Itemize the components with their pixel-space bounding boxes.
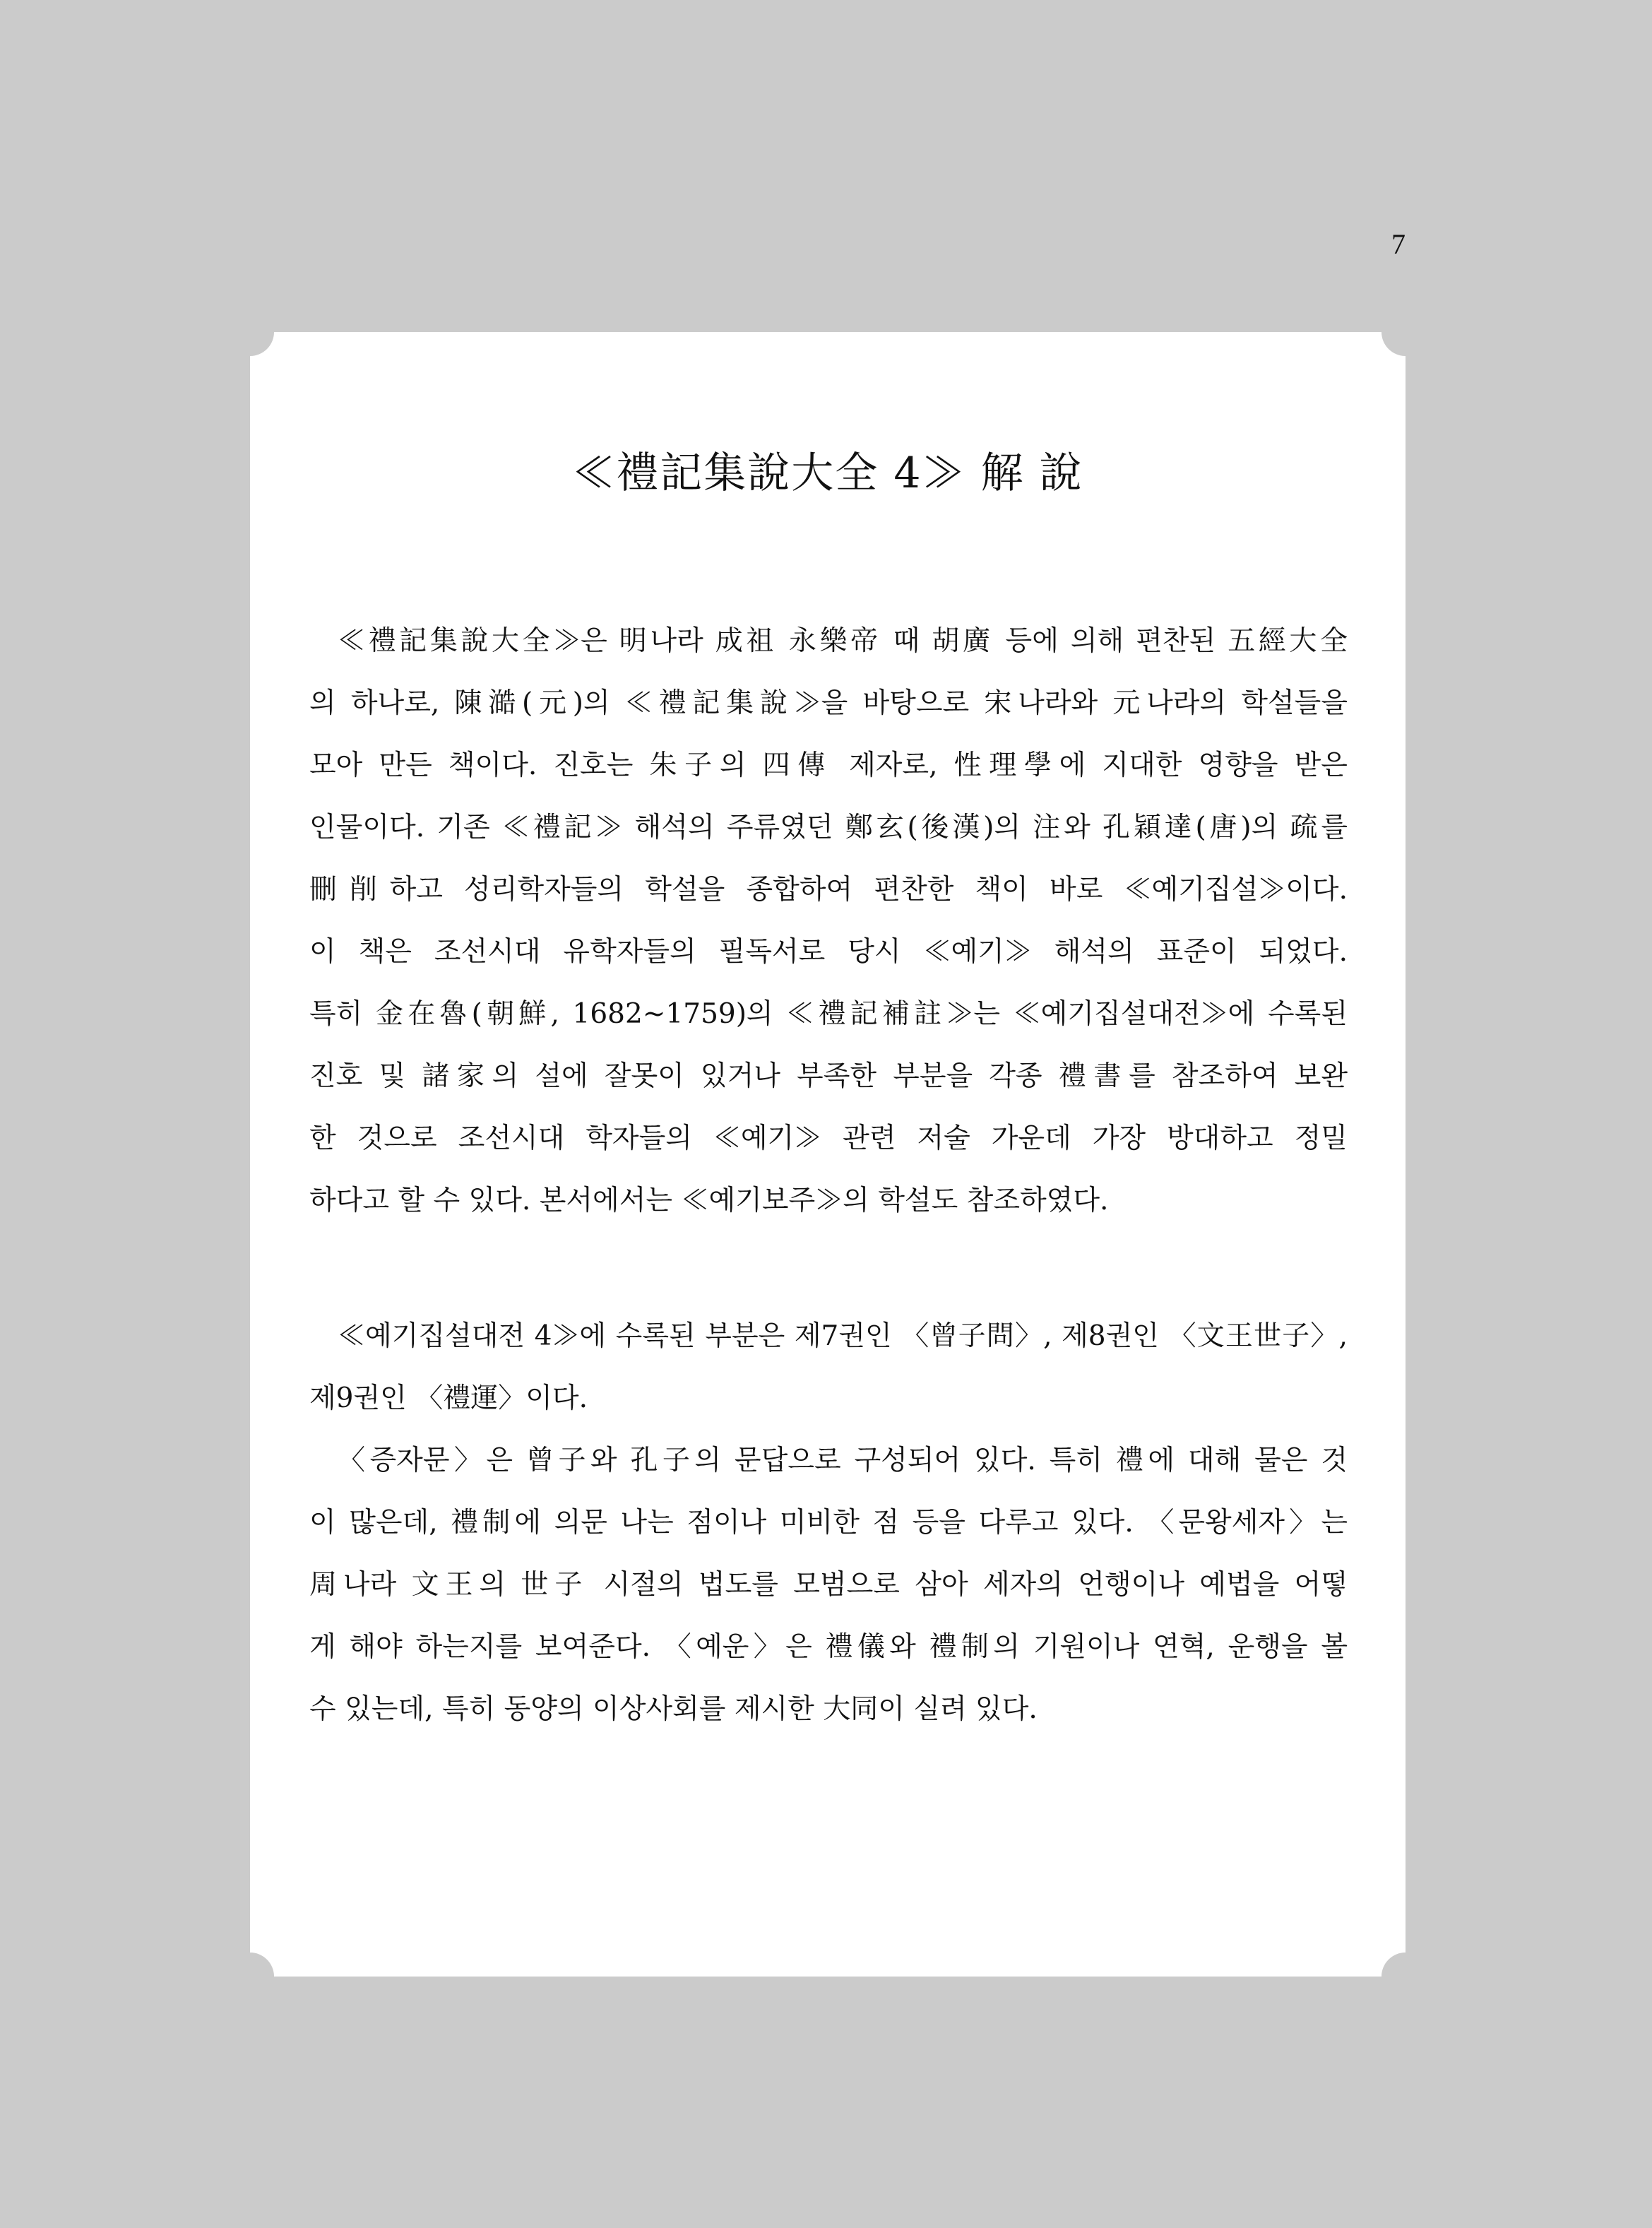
- text-line: 하다고 할 수 있다. 본서에서는 ≪예기보주≫의 학설도 참조하였다.: [309, 1185, 1109, 1216]
- text-line: 모아 만든 책이다. 진호는 朱子의 四傳 제자로, 性理學에 지대한 영향을 받은: [309, 749, 1348, 781]
- text-line: 제9권인 〈禮運〉이다.: [309, 1382, 588, 1414]
- text-line: 한 것으로 조선시대 학자들의 ≪예기≫ 관련 저술 가운데 가장 방대하고 정밀: [309, 1122, 1348, 1154]
- paragraph-1: [309, 619, 1348, 1223]
- paragraph-2: [309, 1314, 1348, 1421]
- corner-notch-top-right: [1381, 332, 1406, 356]
- text-line: 특히 金在魯(朝鮮, 1682~1759)의 ≪禮記補註≫는 ≪예기집설대전≫에 수록된: [309, 998, 1348, 1030]
- text-line: 인물이다. 기존 ≪禮記≫ 해석의 주류였던 鄭玄(後漢)의 注와 孔穎達(唐)의 疏를: [309, 812, 1348, 843]
- text-line: 수 있는데, 특히 동양의 이상사회를 제시한 大同이 실려 있다.: [309, 1693, 1038, 1725]
- corner-notch-bottom-right: [1381, 1953, 1406, 1977]
- text-line: 의 하나로, 陳澔(元)의 ≪禮記集說≫을 바탕으로 宋나라와 元나라의 학설들을: [309, 687, 1348, 719]
- text-line: 게 해야 하는지를 보여준다. 〈예운〉은 禮儀와 禮制의 기원이나 연혁, 운행을 볼: [309, 1631, 1348, 1663]
- paragraph-3: [309, 1438, 1348, 1732]
- content-panel: [250, 332, 1406, 1977]
- page-title: ≪禮記集說大全 4≫ 解 說: [572, 449, 1083, 498]
- text-line: 刪削하고 성리학자들의 학설을 종합하여 편찬한 책이 바로 ≪예기집설≫이다.: [309, 874, 1348, 906]
- text-line: ≪禮記集說大全≫은 明나라 成祖 永樂帝 때 胡廣 등에 의해 편찬된 五經大全: [338, 625, 1348, 657]
- corner-notch-bottom-left: [250, 1953, 274, 1977]
- body-text: [309, 619, 1348, 1749]
- text-line: 〈증자문〉은 曾子와 孔子의 문답으로 구성되어 있다. 특히 禮에 대해 물은 것: [338, 1445, 1348, 1476]
- paragraph-gap: [309, 1240, 1348, 1314]
- page-number: 7: [1391, 228, 1406, 260]
- text-line: 이 많은데, 禮制에 의문 나는 점이나 미비한 점 등을 다루고 있다. 〈문왕세자〉는: [309, 1507, 1348, 1539]
- text-line: 이 책은 조선시대 유학자들의 필독서로 당시 ≪예기≫ 해석의 표준이 되었다.: [309, 936, 1348, 968]
- text-line: 周나라 文王의 世子 시절의 법도를 모범으로 삼아 세자의 언행이나 예법을 어떻: [309, 1569, 1348, 1601]
- corner-notch-top-left: [250, 332, 274, 356]
- text-line: ≪예기집설대전 4≫에 수록된 부분은 제7권인 〈曾子問〉, 제8권인 〈文王世子〉,: [338, 1320, 1348, 1352]
- text-line: 진호 및 諸家의 설에 잘못이 있거나 부족한 부분을 각종 禮書를 참조하여 보완: [309, 1060, 1348, 1092]
